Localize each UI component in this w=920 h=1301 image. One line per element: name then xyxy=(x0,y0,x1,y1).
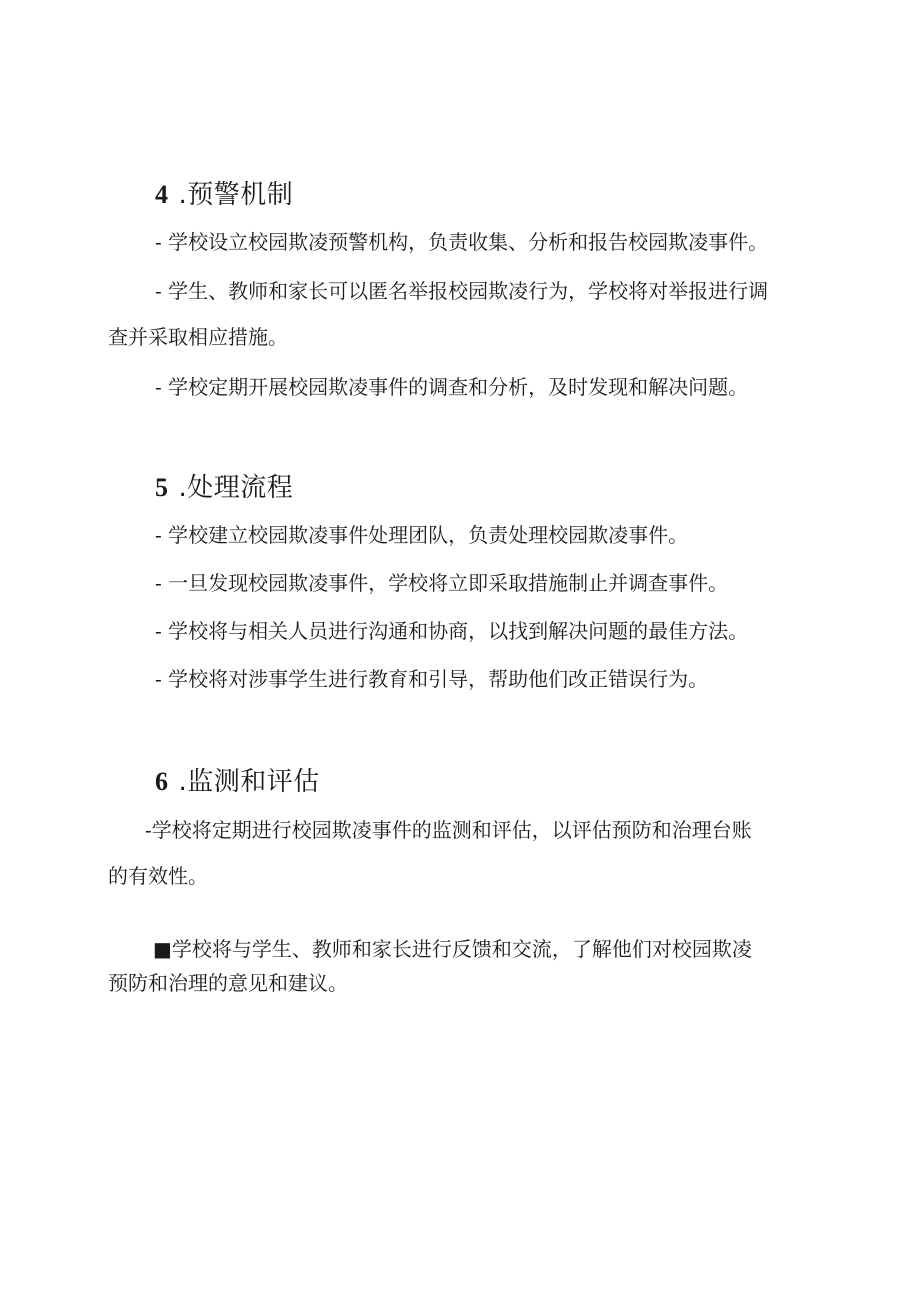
section-6-heading xyxy=(155,761,320,798)
paragraph-line: - 学校将与相关人员进行沟通和协商，以找到解决问题的最佳方法。 xyxy=(155,619,749,643)
paragraph-line: ■学校将与学生、教师和家长进行反馈和交流，了解他们对校园欺凌 xyxy=(153,937,752,961)
paragraph xyxy=(108,268,768,360)
paragraph-line: - 一旦发现校园欺凌事件，学校将立即采取措施制止并调查事件。 xyxy=(155,571,729,595)
section-number: 4 xyxy=(155,180,169,209)
section-number: 5 xyxy=(155,473,169,502)
section-title: .监测和评估 xyxy=(178,767,320,797)
section-number: 6 xyxy=(155,767,169,796)
paragraph xyxy=(155,512,688,558)
paragraph-line: 的有效性。 xyxy=(108,864,208,888)
paragraph-line: - 学校定期开展校园欺凌事件的调查和分析，及时发现和解决问题。 xyxy=(155,375,749,399)
paragraph-line: 预防和治理的意见和建议。 xyxy=(108,971,348,995)
paragraph-line: -学校将定期进行校园欺凌事件的监测和评估，以评估预防和治理台账 xyxy=(145,818,752,842)
section-title: .处理流程 xyxy=(178,473,294,503)
paragraph xyxy=(155,608,748,654)
paragraph xyxy=(155,219,768,265)
paragraph-line: - 学校将对涉事学生进行教育和引导，帮助他们改正错误行为。 xyxy=(155,667,709,691)
paragraph-line: - 学生、教师和家长可以匿名举报校园欺凌行为，学校将对举报进行调 xyxy=(155,279,769,303)
paragraph xyxy=(108,934,752,1002)
paragraph-line: - 学校设立校园欺凌预警机构，负责收集、分析和报告校园欺凌事件。 xyxy=(155,230,769,254)
paragraph xyxy=(155,560,728,606)
section-4-heading xyxy=(155,174,293,211)
paragraph-line: - 学校建立校园欺凌事件处理团队，负责处理校园欺凌事件。 xyxy=(155,523,689,547)
section-title: .预警机制 xyxy=(178,180,294,210)
paragraph xyxy=(155,364,748,410)
paragraph-line: 查并采取相应措施。 xyxy=(108,325,288,349)
paragraph xyxy=(155,656,708,702)
section-5-heading xyxy=(155,467,293,504)
paragraph xyxy=(108,807,752,899)
